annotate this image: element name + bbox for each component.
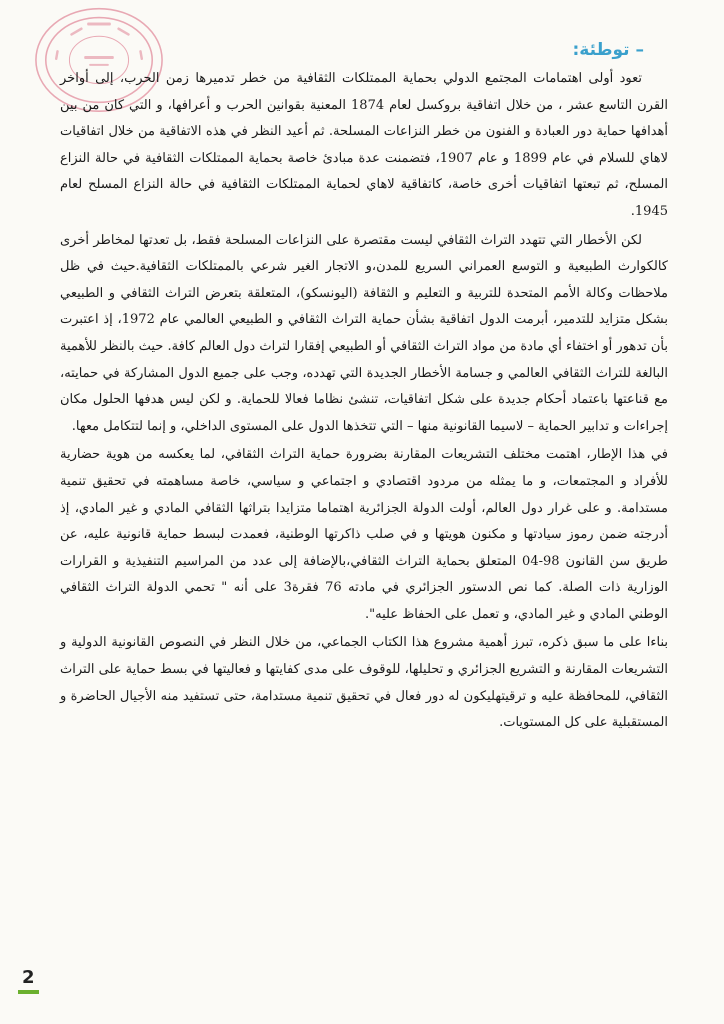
paragraph-2: لكن الأخطار التي تتهدد التراث الثقافي ليست مقتصرة على النزاعات المسلحة فقط، بل تعدتها لمخاطر أخرى كالكوارث الطبيعية و التوسع العمراني السريع للمدن،و الاتجار الغير شرعي بالممتلكات الثقافية.حيث في ظل ملاحظات وكالة الأمم المتحدة للتربية و التعليم و الثقافة (اليونسكو)، المتعلقة بتعرض التراث الثقافي و الطبيعي بشكل متزايد للتدمير، أبرمت الدول اتفاقية بشأن حماية التراث الثقافي و الطبيعي العالمي عام 1972، إذ اعتبرت بأن تدهور أو اختفاء أي مادة من مواد التراث الثقافي أو الطبيعي إفقارا لتراث دول العالم كافة. حيث بالنظر للأهمية البالغة للتراث الثقافي العالمي و جسامة الأخطار الجديدة التي تهدده، وجب على جميع الدول المشاركة في حمايته، مع قناعتها باعتماد أحكام جديدة على شكل اتفاقيات، تنشئ نظاما فعالا للحماية. و لكن ليس هدفها الحلول مكان إجراءات و تدابير الحماية – لاسيما القانونية منها – التي تتخذها الدول على المستوى الداخلي، و إنما لتتكامل معها.	[60, 232, 668, 434]
footer	[18, 967, 39, 994]
section-heading: – توطئة:	[572, 40, 644, 60]
document-body	[60, 66, 668, 737]
paragraph-3: في هذا الإطار، اهتمت مختلف التشريعات المقارنة بضرورة حماية التراث الثقافي، لما يعكسه من هوية حضارية للأفراد و المجتمعات، و ما يمثله من مردود اقتصادي و اجتماعي و سياسي، خاصة مساهمته في تحقيق تنمية مستدامة. و على غرار دول العالم، أولت الدولة الجزائرية اهتماما متزايدا بتراثها الثقافي المادي و غير المادي، إذ أدرجته ضمن رموز سيادتها و مكنون هويتها و في صلب ذاكرتها الوطنية، فعمدت لبسط حماية قانونية عليه، عن طريق سن القانون 98-04 المتعلق بحماية التراث الثقافي،بالإضافة إلى عدد من المراسيم التنفيذية و القرارات الوزارية ذات الصلة. كما نص الدستور الجزائري في مادته 76 فقرة3 على أنه " تحمي الدولة التراث الثقافي الوطني المادي و غير المادي، و تعمل على الحفاظ عليه".	[60, 447, 669, 622]
page-number: 2	[18, 967, 39, 994]
paragraph-1: تعود أولى اهتمامات المجتمع الدولي بحماية الممتلكات الثقافية من خطر تدميرها زمن الحرب، إلى أواخر القرن التاسع عشر ، من خلال اتفاقية بروكسل لعام 1874 المعنية بقوانين الحرب و أعرافها، و التي كان من بين أهدافها حماية دور العبادة و الفنون من خطر النزاعات المسلحة. ثم أعيد النظر في هذه الاتفاقية من خلال اتفاقيات لاهاي للسلام في عام 1899 و عام 1907، فتضمنت عدة مبادئ خاصة بحماية الممتلكات الثقافية في حالة النزاع المسلح، ثم تبعتها اتفاقيات أخرى خاصة، كاتفاقية لاهاي لحماية الممتلكات الثقافية في حالة النزاع المسلح لعام 1945.	[60, 71, 669, 219]
paragraph-4: بناءا على ما سبق ذكره، تبرز أهمية مشروع هذا الكتاب الجماعي، من خلال النظر في النصوص القانونية الدولية و التشريعات المقارنة و التشريع الجزائري و تحليلها، للوقوف على مدى كفايتها و فعاليتها في بسط حماية على التراث الثقافي، للمحافظة عليه و ترقيتهليكون له دور فعال في تحقيق تنمية مستدامة، حتى تستفيد منه الأجيال الحاضرة و المستقبلية على كل المستويات.	[60, 635, 668, 731]
